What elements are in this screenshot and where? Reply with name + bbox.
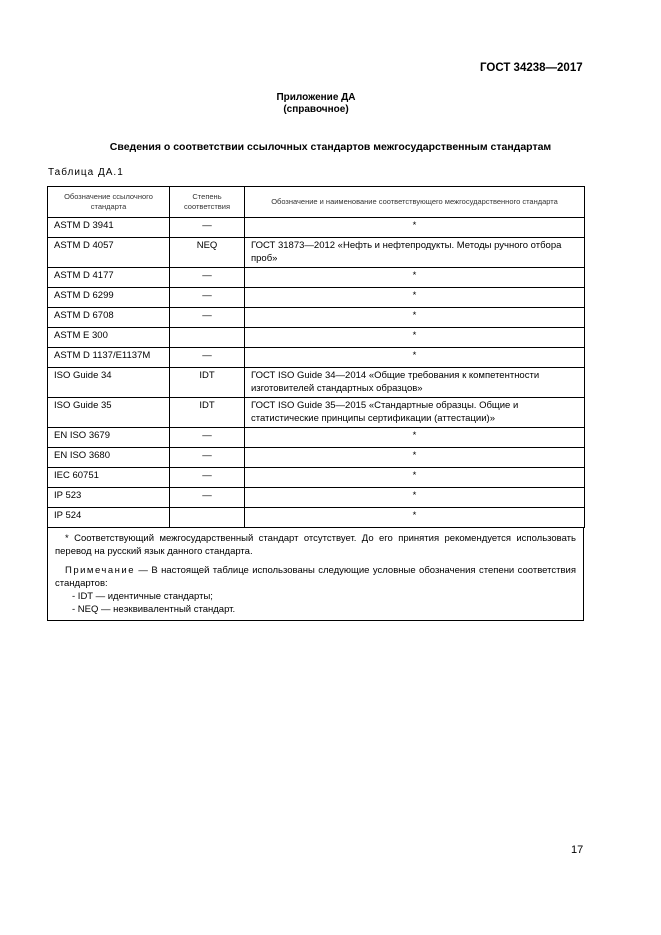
document-code: ГОСТ 34238—2017 [480, 62, 583, 74]
header-degree: Степень соответствия [170, 187, 245, 218]
cell-name: * [245, 468, 585, 488]
note-item-idt: - IDT — идентичные стандарты; [72, 591, 213, 602]
table-row [48, 348, 585, 368]
cell-ref: ASTM D 4057 [48, 238, 170, 268]
cell-name: * [245, 508, 585, 528]
table-row [48, 218, 585, 238]
cell-ref: ASTM D 6708 [48, 308, 170, 328]
cell-ref: EN ISO 3679 [48, 428, 170, 448]
cell-ref: ISO Guide 34 [48, 368, 170, 398]
cell-ref: IP 523 [48, 488, 170, 508]
table-row [48, 268, 585, 288]
cell-ref: ASTM D 3941 [48, 218, 170, 238]
cell-degree: — [170, 468, 245, 488]
cell-ref: ASTM D 4177 [48, 268, 170, 288]
table-row [48, 428, 585, 448]
standards-table [47, 186, 585, 528]
cell-degree [170, 328, 245, 348]
cell-name: * [245, 348, 585, 368]
cell-ref: EN ISO 3680 [48, 448, 170, 468]
table-row [48, 308, 585, 328]
table-row [48, 488, 585, 508]
cell-ref: ASTM D 1137/E1137M [48, 348, 170, 368]
cell-ref: ASTM D 6299 [48, 288, 170, 308]
cell-degree: IDT [170, 368, 245, 398]
cell-degree: — [170, 268, 245, 288]
cell-name: * [245, 328, 585, 348]
cell-name: * [245, 488, 585, 508]
note-label: Примечание [65, 565, 135, 576]
page-number: 17 [571, 844, 584, 856]
table-row [48, 288, 585, 308]
footnote: * Соответствующий межгосударственный стандарт отсутствует. До его принятия рекомендуется использовать перевод на русский язык данного стандарта. [55, 533, 576, 557]
cell-degree: — [170, 428, 245, 448]
cell-name: * [245, 448, 585, 468]
cell-name: * [245, 308, 585, 328]
table-caption: Таблица ДА.1 [48, 167, 124, 178]
cell-ref: ASTM E 300 [48, 328, 170, 348]
cell-name: ГОСТ ISO Guide 34—2014 «Общие требования к компетентности изготовителей стандартных образцов» [245, 368, 585, 398]
cell-degree: — [170, 308, 245, 328]
header-ref: Обозначение ссылочного стандарта [48, 187, 170, 218]
table-row [48, 368, 585, 398]
cell-name: * [245, 428, 585, 448]
cell-degree [170, 508, 245, 528]
table-row [48, 508, 585, 528]
section-title: Сведения о соответствии ссылочных стандартов межгосударственным стандартам [109, 141, 552, 153]
note-text: — В настоящей таблице использованы следующие условные обозначения степени соответствия стандартов: [55, 565, 576, 589]
table-row [48, 328, 585, 348]
header-name: Обозначение и наименование соответствующего межгосударственного стандарта [245, 187, 585, 218]
cell-degree: — [170, 288, 245, 308]
cell-name: ГОСТ ISO Guide 35—2015 «Стандартные образцы. Общие и статистические принципы сертификации (аттестации)» [245, 398, 585, 428]
cell-degree: IDT [170, 398, 245, 428]
cell-name: ГОСТ 31873—2012 «Нефть и нефтепродукты. Методы ручного отбора проб» [245, 238, 585, 268]
table-header-row [48, 187, 585, 218]
cell-ref: IP 524 [48, 508, 170, 528]
cell-name: * [245, 268, 585, 288]
cell-degree: — [170, 348, 245, 368]
appendix-subtitle: (справочное) [283, 104, 349, 115]
note [55, 564, 576, 590]
cell-degree: — [170, 218, 245, 238]
table-footer [47, 528, 584, 621]
cell-name: * [245, 288, 585, 308]
cell-ref: IEC 60751 [48, 468, 170, 488]
standards-table-container [47, 186, 584, 621]
table-row [48, 238, 585, 268]
table-row [48, 398, 585, 428]
cell-ref: ISO Guide 35 [48, 398, 170, 428]
appendix-title: Приложение ДА [276, 92, 356, 103]
cell-name: * [245, 218, 585, 238]
cell-degree: — [170, 488, 245, 508]
table-row [48, 448, 585, 468]
note-item-neq: - NEQ — неэквивалентный стандарт. [72, 604, 236, 615]
table-row [48, 468, 585, 488]
cell-degree: NEQ [170, 238, 245, 268]
cell-degree: — [170, 448, 245, 468]
